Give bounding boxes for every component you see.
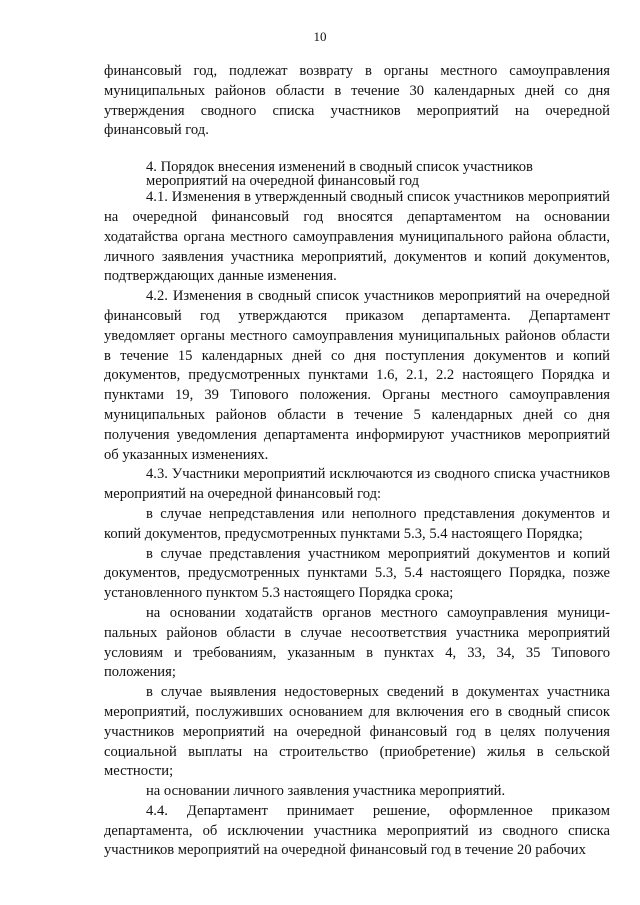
paragraph-4-2: 4.2. Изменения в сводный список участников мероприятий на очередной финансовый год утверждаются приказом департамента. Департамент уведомляет органы местного самоуправления муниципальных районов области в течение 15 календарных дней со дня поступления документов и копий документов, предусмотренных пунктами 1.6, 2.1, 2.2 настоящего Порядка и пунктами 19, 39 Типового положения. Органы местного самоуправления муниципальных районов области в течение 5 календарных дней со дня получения уведомления департамента информируют участников мероприятий об указанных изменениях.	[104, 288, 610, 463]
paragraph-4-3-item-2: в случае представления участником мероприятий документов и копий документов, предусмотренных пунктами 5.3, 5.4 настоящего Порядка, позже установленного пунктом 5.3 настоящего Порядка срока;	[104, 545, 610, 602]
page-number: 10	[313, 29, 327, 44]
section-heading	[104, 160, 610, 188]
section-heading-line-1: 4. Порядок внесения изменений в сводный список участников	[146, 159, 533, 176]
paragraph-4-3-item-3: на основании ходатайств органов местного самоуправления муниципальных районов области в случае несоответствия участника мероприятий условиям и требованиям, указанным в пунктах 4, 33, 34, 35 Типового положения;	[104, 604, 610, 681]
paragraph-4-3-item-4: в случае выявления недостоверных сведений в документах участника мероприятий, послуживших основанием для включения его в сводный список участников мероприятий на очередной финансовый год в целях получения социальной выплаты на строительство (приобретение) жилья в сельской местности;	[104, 684, 610, 780]
section-heading-line-2: мероприятий на очередной финансовый год	[146, 173, 420, 190]
paragraph-4-3-item-5: на основании личного заявления участника мероприятий.	[146, 783, 506, 800]
paragraph-4-1: 4.1. Изменения в утвержденный сводный список участников мероприятий на очередной финансовый год вносятся департаментом на основании ходатайства органа местного самоуправления муниципального района области, личного заявления участника мероприятий, документов и копий документов, подтверждающих данные изменения.	[104, 189, 610, 285]
paragraph-continuation: финансовый год, подлежат возврату в органы местного самоуправления муниципальных районов области в течение 30 календарных дней со дня утверждения сводного списка участников мероприятий на очередной финансовый год.	[104, 63, 610, 139]
paragraph-4-4: 4.4. Департамент принимает решение, оформленное приказом департамента, об исключении участника мероприятий из сводного списка участников мероприятий на очередной финансовый год в течение 20 рабочих	[104, 802, 610, 859]
paragraph-4-3: 4.3. Участники мероприятий исключаются из сводного списка участников мероприятий на очередной финансовый год:	[104, 466, 610, 503]
document-body	[104, 62, 610, 861]
paragraph-4-3-item-1: в случае непредставления или неполного представления документов и копий документов, предусмотренных пунктами 5.3, 5.4 настоящего Порядка;	[104, 505, 610, 542]
